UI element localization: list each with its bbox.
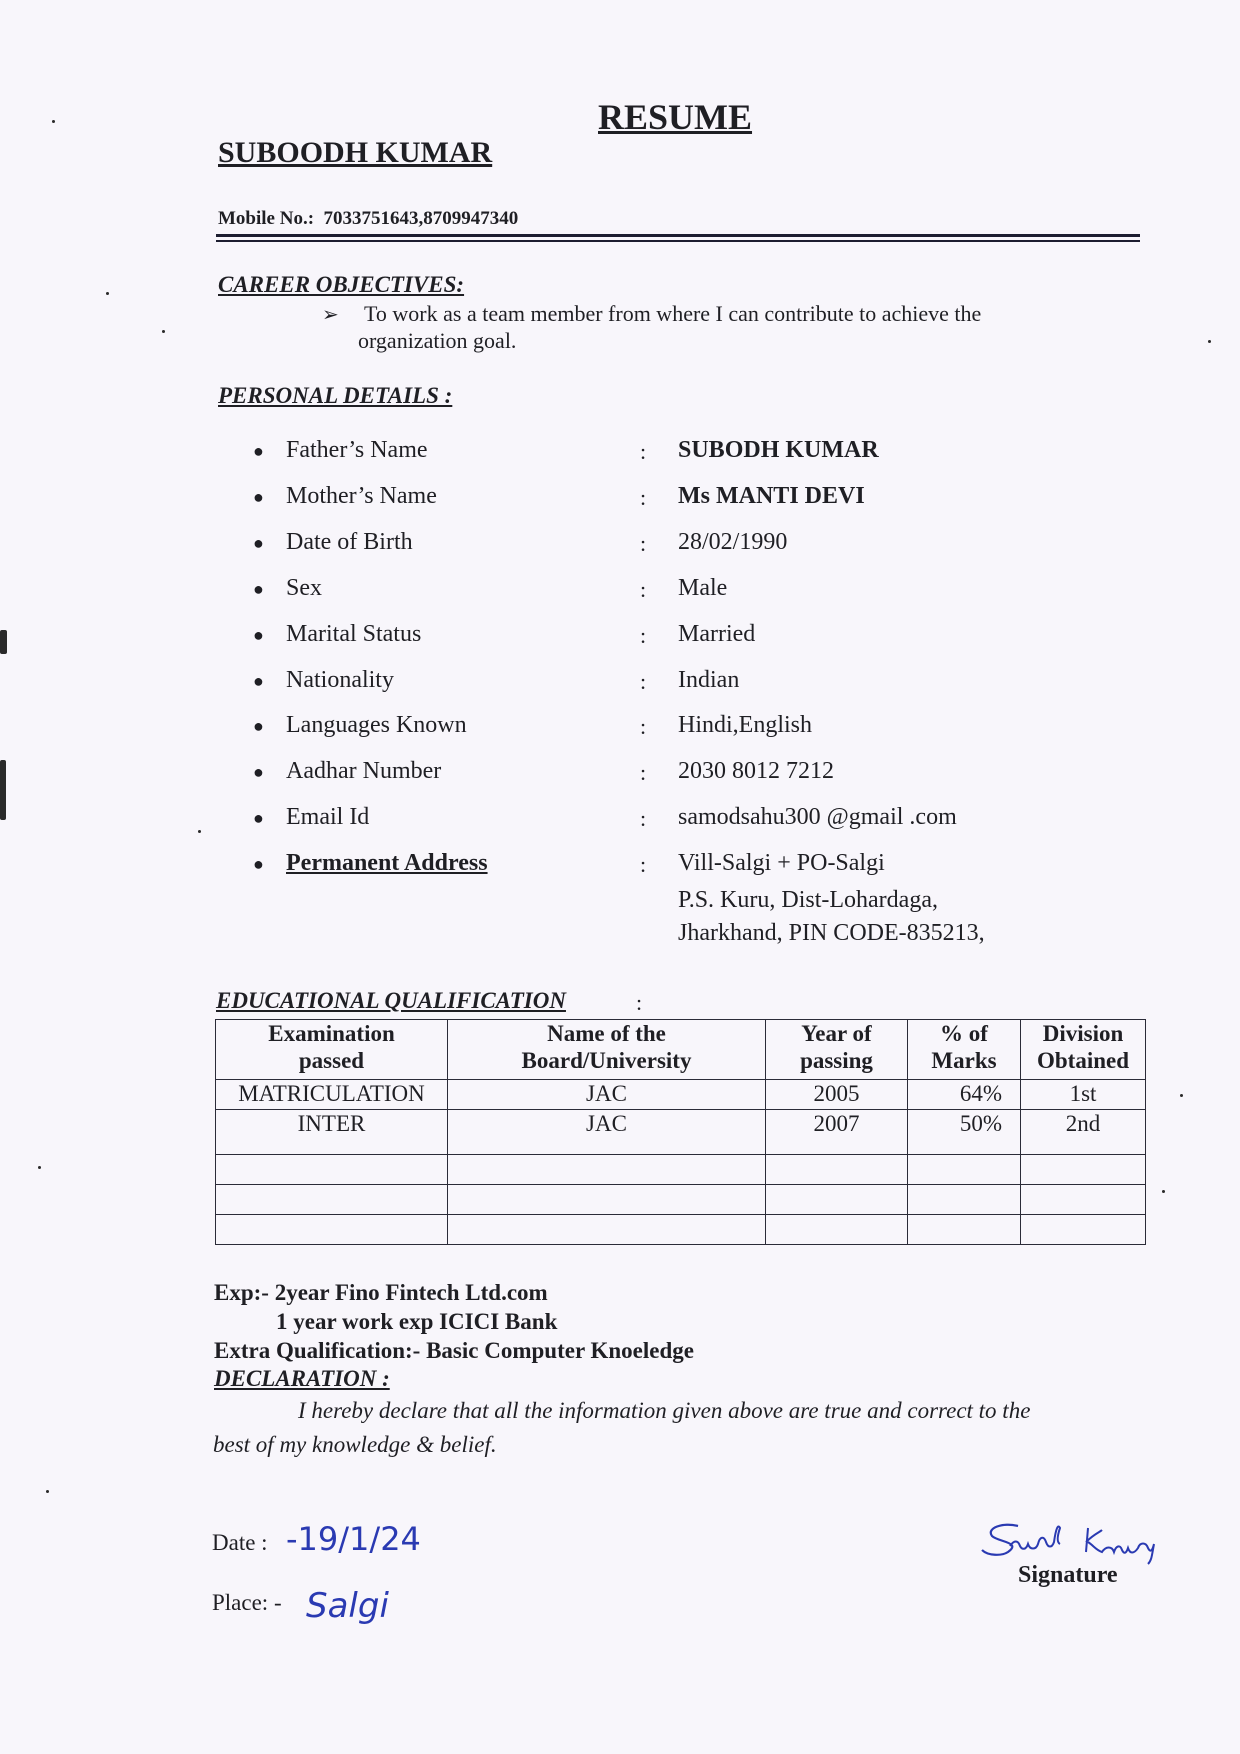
candidate-name: SUBOODH KUMAR bbox=[218, 136, 493, 169]
header-divider bbox=[216, 234, 1140, 237]
personal-label: Marital Status bbox=[286, 621, 422, 647]
cell-marks: 64% bbox=[908, 1080, 1021, 1110]
heading-colon: : bbox=[636, 990, 643, 1015]
mobile-value: 7033751643,8709947340 bbox=[323, 208, 519, 229]
declaration-text-line2: best of my knowledge & belief. bbox=[213, 1432, 497, 1457]
handwritten-signature bbox=[978, 1520, 1198, 1568]
personal-label: Aadhar Number bbox=[286, 758, 442, 784]
personal-value: Married bbox=[678, 621, 756, 647]
scan-speck bbox=[162, 330, 165, 333]
table-row-empty bbox=[216, 1185, 1146, 1215]
personal-value: 2030 8012 7212 bbox=[678, 758, 834, 784]
declaration-heading: DECLARATION : bbox=[214, 1366, 390, 1391]
bullet-icon: ● bbox=[253, 716, 264, 736]
colon-separator: : bbox=[640, 669, 647, 694]
table-row-empty bbox=[216, 1215, 1146, 1245]
personal-details-heading: PERSONAL DETAILS : bbox=[218, 383, 453, 408]
date-label: Date : bbox=[212, 1530, 268, 1555]
col-header-marks: % of Marks bbox=[908, 1020, 1021, 1080]
objective-text-line1: To work as a team member from where I can contribute to achieve the bbox=[364, 301, 982, 326]
table-header-row bbox=[216, 1020, 1146, 1080]
place-label: Place: - bbox=[212, 1590, 282, 1615]
bullet-icon: ● bbox=[253, 441, 264, 461]
bullet-icon: ● bbox=[253, 762, 264, 782]
table-row bbox=[216, 1080, 1146, 1110]
scan-edge-mark bbox=[0, 630, 7, 654]
header-divider-thin bbox=[216, 240, 1140, 242]
cell-exam: MATRICULATION bbox=[216, 1080, 448, 1110]
personal-label: Permanent Address bbox=[286, 850, 488, 876]
colon-separator: : bbox=[640, 439, 647, 464]
objective-text-line2: organization goal. bbox=[358, 328, 517, 353]
arrow-bullet-icon: ➢ bbox=[322, 304, 339, 326]
cell-year: 2005 bbox=[766, 1080, 908, 1110]
career-objectives-heading: CAREER OBJECTIVES: bbox=[218, 272, 465, 297]
personal-value: SUBODH KUMAR bbox=[678, 437, 879, 463]
bullet-icon: ● bbox=[253, 625, 264, 645]
bullet-icon: ● bbox=[253, 533, 264, 553]
personal-value: 28/02/1990 bbox=[678, 529, 788, 555]
educational-qualification-heading: EDUCATIONAL QUALIFICATION bbox=[216, 988, 566, 1013]
personal-value: Male bbox=[678, 575, 728, 601]
col-header-division: Division Obtained bbox=[1021, 1020, 1146, 1080]
colon-separator: : bbox=[640, 806, 647, 831]
bullet-icon: ● bbox=[253, 579, 264, 599]
bullet-icon: ● bbox=[253, 854, 264, 874]
personal-label: Father’s Name bbox=[286, 437, 428, 463]
experience-line-2: 1 year work exp ICICI Bank bbox=[276, 1309, 558, 1334]
address-line-2: P.S. Kuru, Dist-Lohardaga, bbox=[678, 887, 938, 913]
col-header-examination: Examination passed bbox=[216, 1020, 448, 1080]
address-line-3: Jharkhand, PIN CODE-835213, bbox=[678, 920, 985, 946]
signature-label: Signature bbox=[1018, 1562, 1118, 1588]
col-header-board: Name of the Board/University bbox=[448, 1020, 766, 1080]
personal-value: Ms MANTI DEVI bbox=[678, 483, 865, 509]
colon-separator: : bbox=[640, 623, 647, 648]
personal-value: Vill-Salgi + PO-Salgi bbox=[678, 850, 885, 876]
cell-exam: INTER bbox=[216, 1110, 448, 1155]
scan-speck bbox=[1180, 1094, 1183, 1097]
personal-value: samodsahu300 @gmail .com bbox=[678, 804, 957, 830]
personal-value: Indian bbox=[678, 667, 740, 693]
scan-speck bbox=[198, 830, 201, 833]
scan-speck bbox=[1162, 1190, 1165, 1193]
bullet-icon: ● bbox=[253, 487, 264, 507]
document-title: RESUME bbox=[598, 97, 753, 137]
handwritten-place: Salgi bbox=[306, 1586, 389, 1626]
personal-label: Email Id bbox=[286, 804, 370, 830]
colon-separator: : bbox=[640, 577, 647, 602]
bullet-icon: ● bbox=[253, 671, 264, 691]
cell-board: JAC bbox=[448, 1110, 766, 1155]
table-row-empty bbox=[216, 1155, 1146, 1185]
extra-qualification: Extra Qualification:- Basic Computer Knoeledge bbox=[214, 1338, 694, 1363]
col-header-year: Year of passing bbox=[766, 1020, 908, 1080]
scan-speck bbox=[52, 120, 55, 123]
mobile-label: Mobile No.: bbox=[218, 208, 315, 229]
scan-edge-mark bbox=[0, 760, 6, 820]
scan-speck bbox=[46, 1490, 49, 1493]
cell-division: 1st bbox=[1021, 1080, 1146, 1110]
cell-division: 2nd bbox=[1021, 1110, 1146, 1155]
mobile-number bbox=[218, 208, 518, 230]
personal-label: Date of Birth bbox=[286, 529, 413, 555]
personal-label: Nationality bbox=[286, 667, 394, 693]
colon-separator: : bbox=[640, 714, 647, 739]
table-row bbox=[216, 1110, 1146, 1155]
colon-separator: : bbox=[640, 760, 647, 785]
scan-speck bbox=[1208, 340, 1211, 343]
personal-label: Sex bbox=[286, 575, 322, 601]
scan-speck bbox=[106, 292, 109, 295]
declaration-text-line1: I hereby declare that all the information given above are true and correct to the bbox=[298, 1398, 1031, 1423]
cell-marks: 50% bbox=[908, 1110, 1021, 1155]
experience-line-1: Exp:- 2year Fino Fintech Ltd.com bbox=[214, 1280, 548, 1305]
colon-separator: : bbox=[640, 531, 647, 556]
scan-speck bbox=[38, 1166, 41, 1169]
colon-separator: : bbox=[640, 852, 647, 877]
bullet-icon: ● bbox=[253, 808, 264, 828]
personal-value: Hindi,English bbox=[678, 712, 813, 738]
cell-year: 2007 bbox=[766, 1110, 908, 1155]
cell-board: JAC bbox=[448, 1080, 766, 1110]
personal-label: Mother’s Name bbox=[286, 483, 437, 509]
colon-separator: : bbox=[640, 485, 647, 510]
education-table bbox=[215, 1019, 1146, 1245]
personal-label: Languages Known bbox=[286, 712, 467, 738]
handwritten-date: -19/1/24 bbox=[286, 1520, 421, 1558]
